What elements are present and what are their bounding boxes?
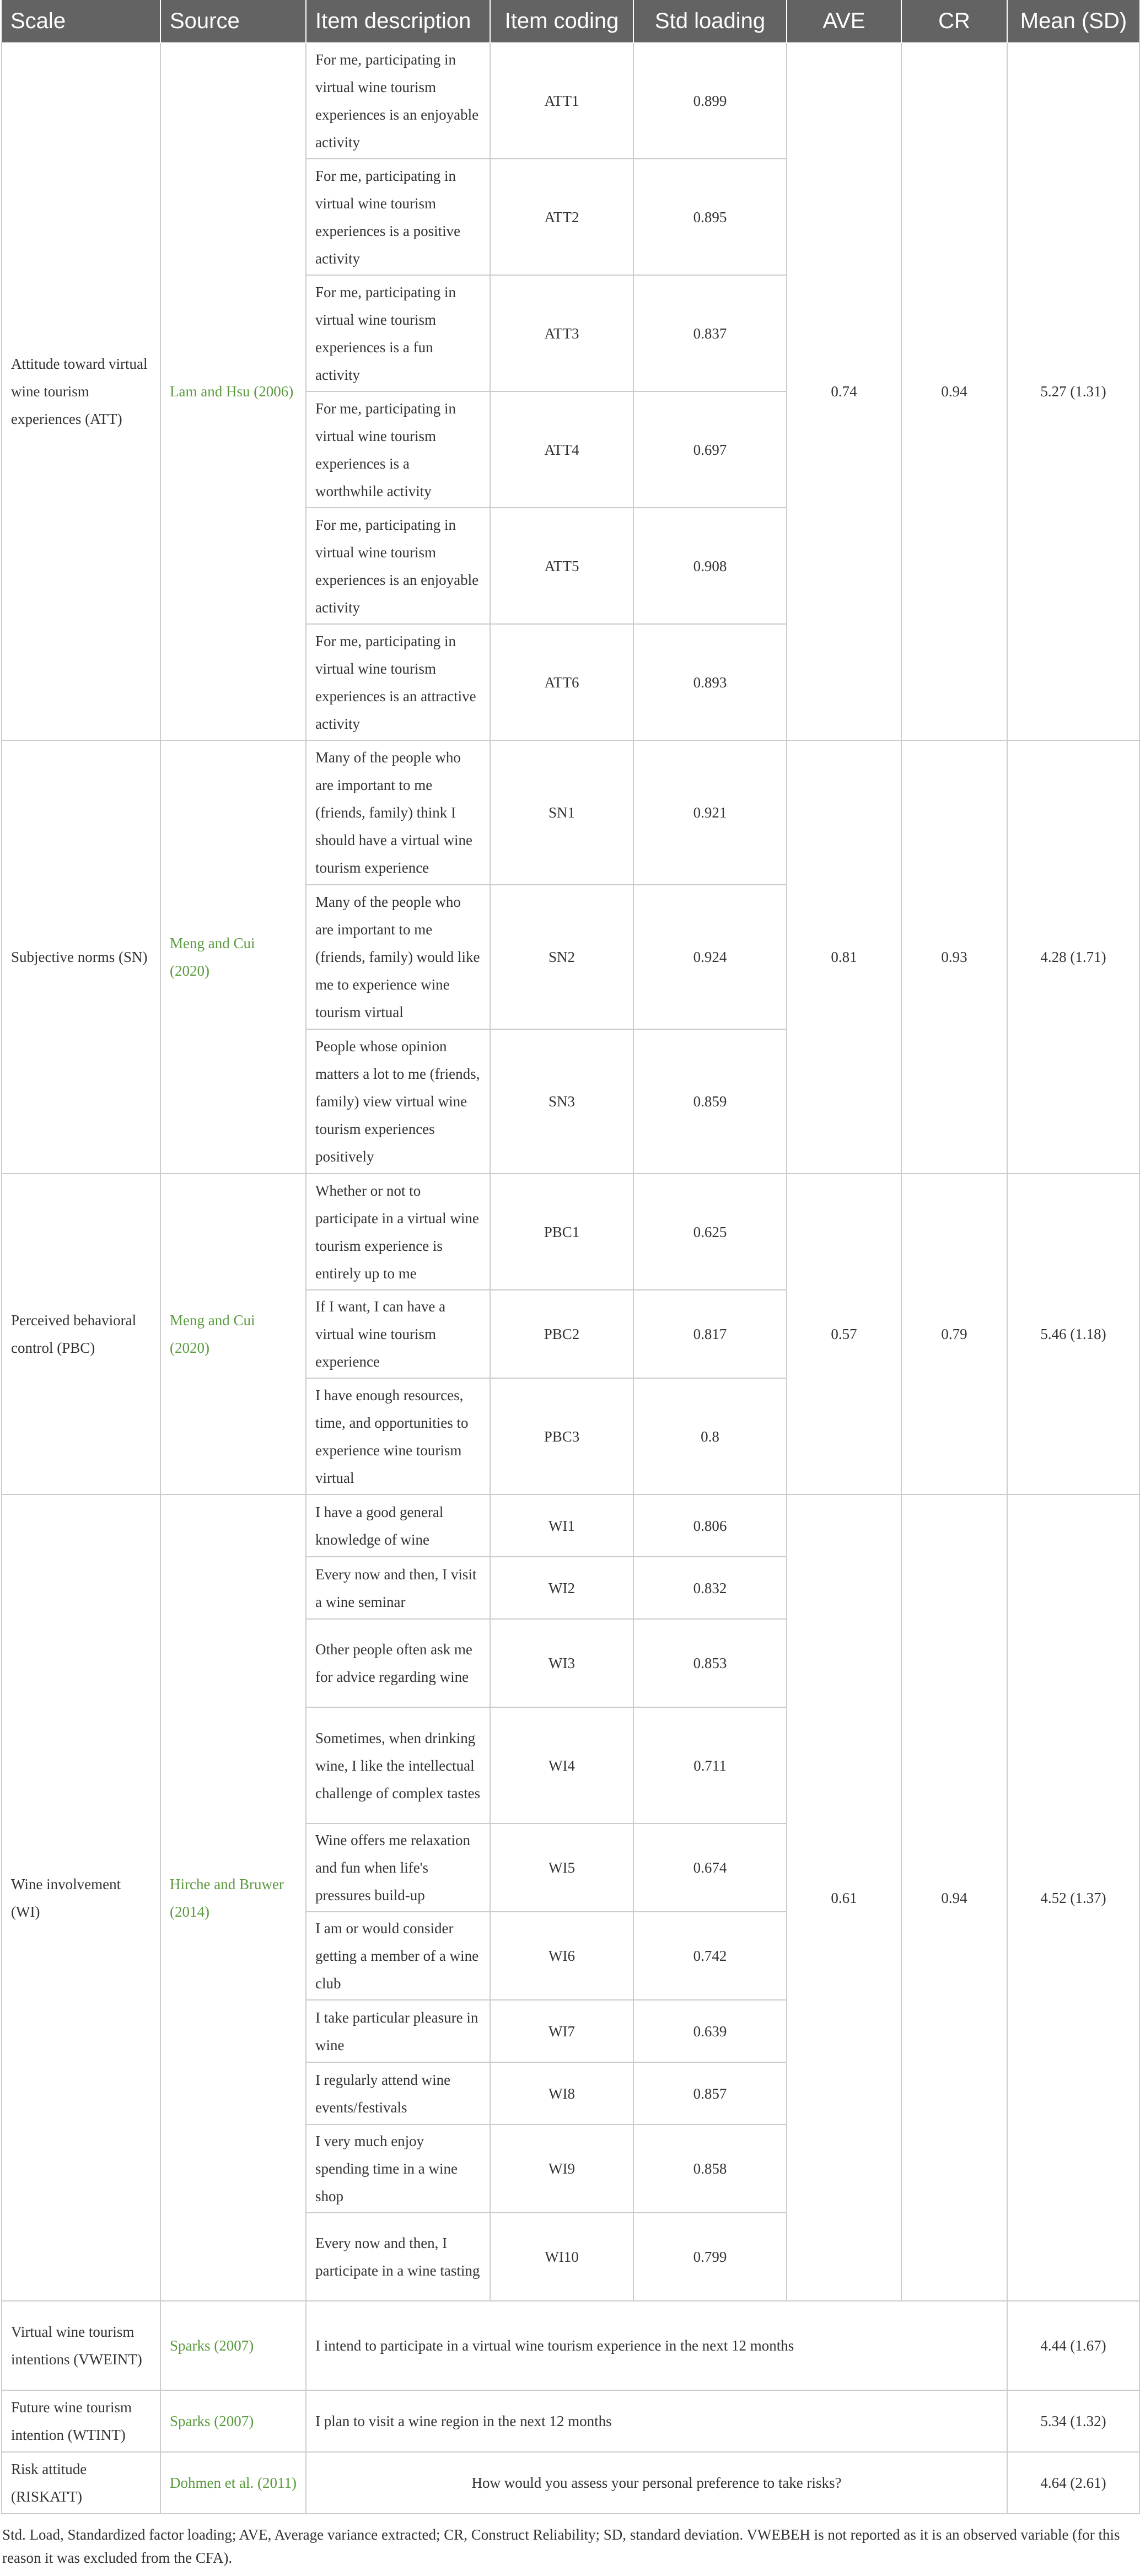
std-loading: 0.899 — [633, 42, 787, 159]
item-code: ATT3 — [490, 275, 633, 391]
item-description: I take particular pleasure in wine — [306, 2000, 490, 2062]
ave-value: 0.61 — [787, 1494, 901, 2301]
item-description: For me, participating in virtual wine tourism experiences is an enjoyable activity — [306, 508, 490, 624]
item-description: Every now and then, I participate in a wine tasting — [306, 2213, 490, 2301]
cr-value: 0.94 — [901, 1494, 1007, 2301]
cr-value: 0.94 — [901, 42, 1007, 740]
item-code: WI5 — [490, 1824, 633, 1912]
measurement-table — [1, 0, 1140, 2514]
item-code: ATT2 — [490, 159, 633, 275]
item-description: For me, participating in virtual wine tourism experiences is an enjoyable activity — [306, 42, 490, 159]
item-description: If I want, I can have a virtual wine tourism experience — [306, 1290, 490, 1378]
scale-cell: Risk attitude (RISKATT) — [2, 2452, 160, 2514]
header-item-coding: Item coding — [490, 0, 633, 42]
item-code: SN1 — [490, 740, 633, 885]
item-description: For me, participating in virtual wine tourism experiences is a positive activity — [306, 159, 490, 275]
header-source: Source — [160, 0, 306, 42]
std-loading: 0.674 — [633, 1824, 787, 1912]
std-loading: 0.908 — [633, 508, 787, 624]
mean-sd-value: 4.28 (1.71) — [1007, 740, 1139, 1174]
item-code: PBC3 — [490, 1378, 633, 1494]
item-code: ATT6 — [490, 624, 633, 740]
cr-value: 0.93 — [901, 740, 1007, 1174]
item-description: Many of the people who are important to me (friends, family) would like me to experience wine tourism virtual — [306, 885, 490, 1029]
item-code: ATT1 — [490, 42, 633, 159]
cr-value: 0.79 — [901, 1174, 1007, 1494]
mean-sd-value: 5.27 (1.31) — [1007, 42, 1139, 740]
scale-cell: Virtual wine tourism intentions (VWEINT) — [2, 2301, 160, 2390]
std-loading: 0.893 — [633, 624, 787, 740]
table-row — [2, 2452, 1139, 2514]
table-row — [2, 1174, 1139, 1290]
item-code: WI8 — [490, 2062, 633, 2125]
item-code: WI6 — [490, 1912, 633, 2000]
item-description: I plan to visit a wine region in the next 12 months — [306, 2390, 1007, 2452]
std-loading: 0.8 — [633, 1378, 787, 1494]
item-description: How would you assess your personal preference to take risks? — [306, 2452, 1007, 2514]
source-link[interactable]: Sparks (2007) — [160, 2390, 306, 2452]
table-row — [2, 42, 1139, 159]
table-row — [2, 2301, 1139, 2390]
header-scale: Scale — [2, 0, 160, 42]
header-mean-sd: Mean (SD) — [1007, 0, 1139, 42]
scale-cell: Subjective norms (SN) — [2, 740, 160, 1174]
source-link[interactable]: Meng and Cui (2020) — [160, 740, 306, 1174]
item-description: For me, participating in virtual wine tourism experiences is an attractive activity — [306, 624, 490, 740]
source-link[interactable]: Meng and Cui (2020) — [160, 1174, 306, 1494]
item-description: People whose opinion matters a lot to me (friends, family) view virtual wine tourism experiences positively — [306, 1029, 490, 1174]
item-code: SN3 — [490, 1029, 633, 1174]
source-link[interactable]: Lam and Hsu (2006) — [160, 42, 306, 740]
mean-sd-value: 5.46 (1.18) — [1007, 1174, 1139, 1494]
std-loading: 0.817 — [633, 1290, 787, 1378]
item-description: I regularly attend wine events/festivals — [306, 2062, 490, 2125]
std-loading: 0.832 — [633, 1557, 787, 1619]
std-loading: 0.837 — [633, 275, 787, 391]
mean-sd-value: 5.34 (1.32) — [1007, 2390, 1139, 2452]
ave-value: 0.81 — [787, 740, 901, 1174]
table-row — [2, 2390, 1139, 2452]
item-code: ATT4 — [490, 391, 633, 508]
source-link[interactable]: Dohmen et al. (2011) — [160, 2452, 306, 2514]
item-description: Every now and then, I visit a wine seminar — [306, 1557, 490, 1619]
std-loading: 0.895 — [633, 159, 787, 275]
mean-sd-value: 4.64 (2.61) — [1007, 2452, 1139, 2514]
scale-cell: Wine involvement (WI) — [2, 1494, 160, 2301]
item-code: WI3 — [490, 1619, 633, 1707]
std-loading: 0.924 — [633, 885, 787, 1029]
item-code: WI1 — [490, 1494, 633, 1557]
item-code: SN2 — [490, 885, 633, 1029]
item-description: Wine offers me relaxation and fun when life's pressures build-up — [306, 1824, 490, 1912]
item-description: I am or would consider getting a member of a wine club — [306, 1912, 490, 2000]
std-loading: 0.859 — [633, 1029, 787, 1174]
mean-sd-value: 4.52 (1.37) — [1007, 1494, 1139, 2301]
std-loading: 0.799 — [633, 2213, 787, 2301]
std-loading: 0.625 — [633, 1174, 787, 1290]
std-loading: 0.711 — [633, 1707, 787, 1824]
header-ave: AVE — [787, 0, 901, 42]
table-footnote: Std. Load, Standardized factor loading; AVE, Average variance extracted; CR, Construct Reliability; SD, standard deviation. VWEBEH is not reported as it is an observed variable (for this reason it was excluded from the CFA). — [2, 2526, 1120, 2566]
item-description: For me, participating in virtual wine tourism experiences is a worthwhile activity — [306, 391, 490, 508]
item-description: For me, participating in virtual wine tourism experiences is a fun activity — [306, 275, 490, 391]
scale-cell: Perceived behavioral control (PBC) — [2, 1174, 160, 1494]
item-description: Whether or not to participate in a virtual wine tourism experience is entirely up to me — [306, 1174, 490, 1290]
table-header — [2, 0, 1139, 42]
item-code: ATT5 — [490, 508, 633, 624]
source-link[interactable]: Sparks (2007) — [160, 2301, 306, 2390]
table-row — [2, 1494, 1139, 1557]
item-description: I intend to participate in a virtual wine tourism experience in the next 12 months — [306, 2301, 1007, 2390]
item-code: PBC2 — [490, 1290, 633, 1378]
item-code: WI7 — [490, 2000, 633, 2062]
item-code: WI4 — [490, 1707, 633, 1824]
item-description: I very much enjoy spending time in a wine shop — [306, 2125, 490, 2213]
std-loading: 0.853 — [633, 1619, 787, 1707]
item-description: Sometimes, when drinking wine, I like the intellectual challenge of complex tastes — [306, 1707, 490, 1824]
std-loading: 0.742 — [633, 1912, 787, 2000]
item-description: I have a good general knowledge of wine — [306, 1494, 490, 1557]
std-loading: 0.639 — [633, 2000, 787, 2062]
item-code: WI2 — [490, 1557, 633, 1619]
std-loading: 0.857 — [633, 2062, 787, 2125]
ave-value: 0.74 — [787, 42, 901, 740]
table-row — [2, 740, 1139, 885]
mean-sd-value: 4.44 (1.67) — [1007, 2301, 1139, 2390]
source-link[interactable]: Hirche and Bruwer (2014) — [160, 1494, 306, 2301]
item-code: PBC1 — [490, 1174, 633, 1290]
std-loading: 0.697 — [633, 391, 787, 508]
item-description: Many of the people who are important to me (friends, family) think I should have a virtual wine tourism experience — [306, 740, 490, 885]
scale-cell: Future wine tourism intention (WTINT) — [2, 2390, 160, 2452]
header-item-description: Item description — [306, 0, 490, 42]
header-std-loading: Std loading — [633, 0, 787, 42]
item-code: WI9 — [490, 2125, 633, 2213]
std-loading: 0.921 — [633, 740, 787, 885]
std-loading: 0.858 — [633, 2125, 787, 2213]
scale-cell: Attitude toward virtual wine tourism experiences (ATT) — [2, 42, 160, 740]
item-description: I have enough resources, time, and opportunities to experience wine tourism virtual — [306, 1378, 490, 1494]
item-description: Other people often ask me for advice regarding wine — [306, 1619, 490, 1707]
ave-value: 0.57 — [787, 1174, 901, 1494]
item-code: WI10 — [490, 2213, 633, 2301]
std-loading: 0.806 — [633, 1494, 787, 1557]
header-cr: CR — [901, 0, 1007, 42]
